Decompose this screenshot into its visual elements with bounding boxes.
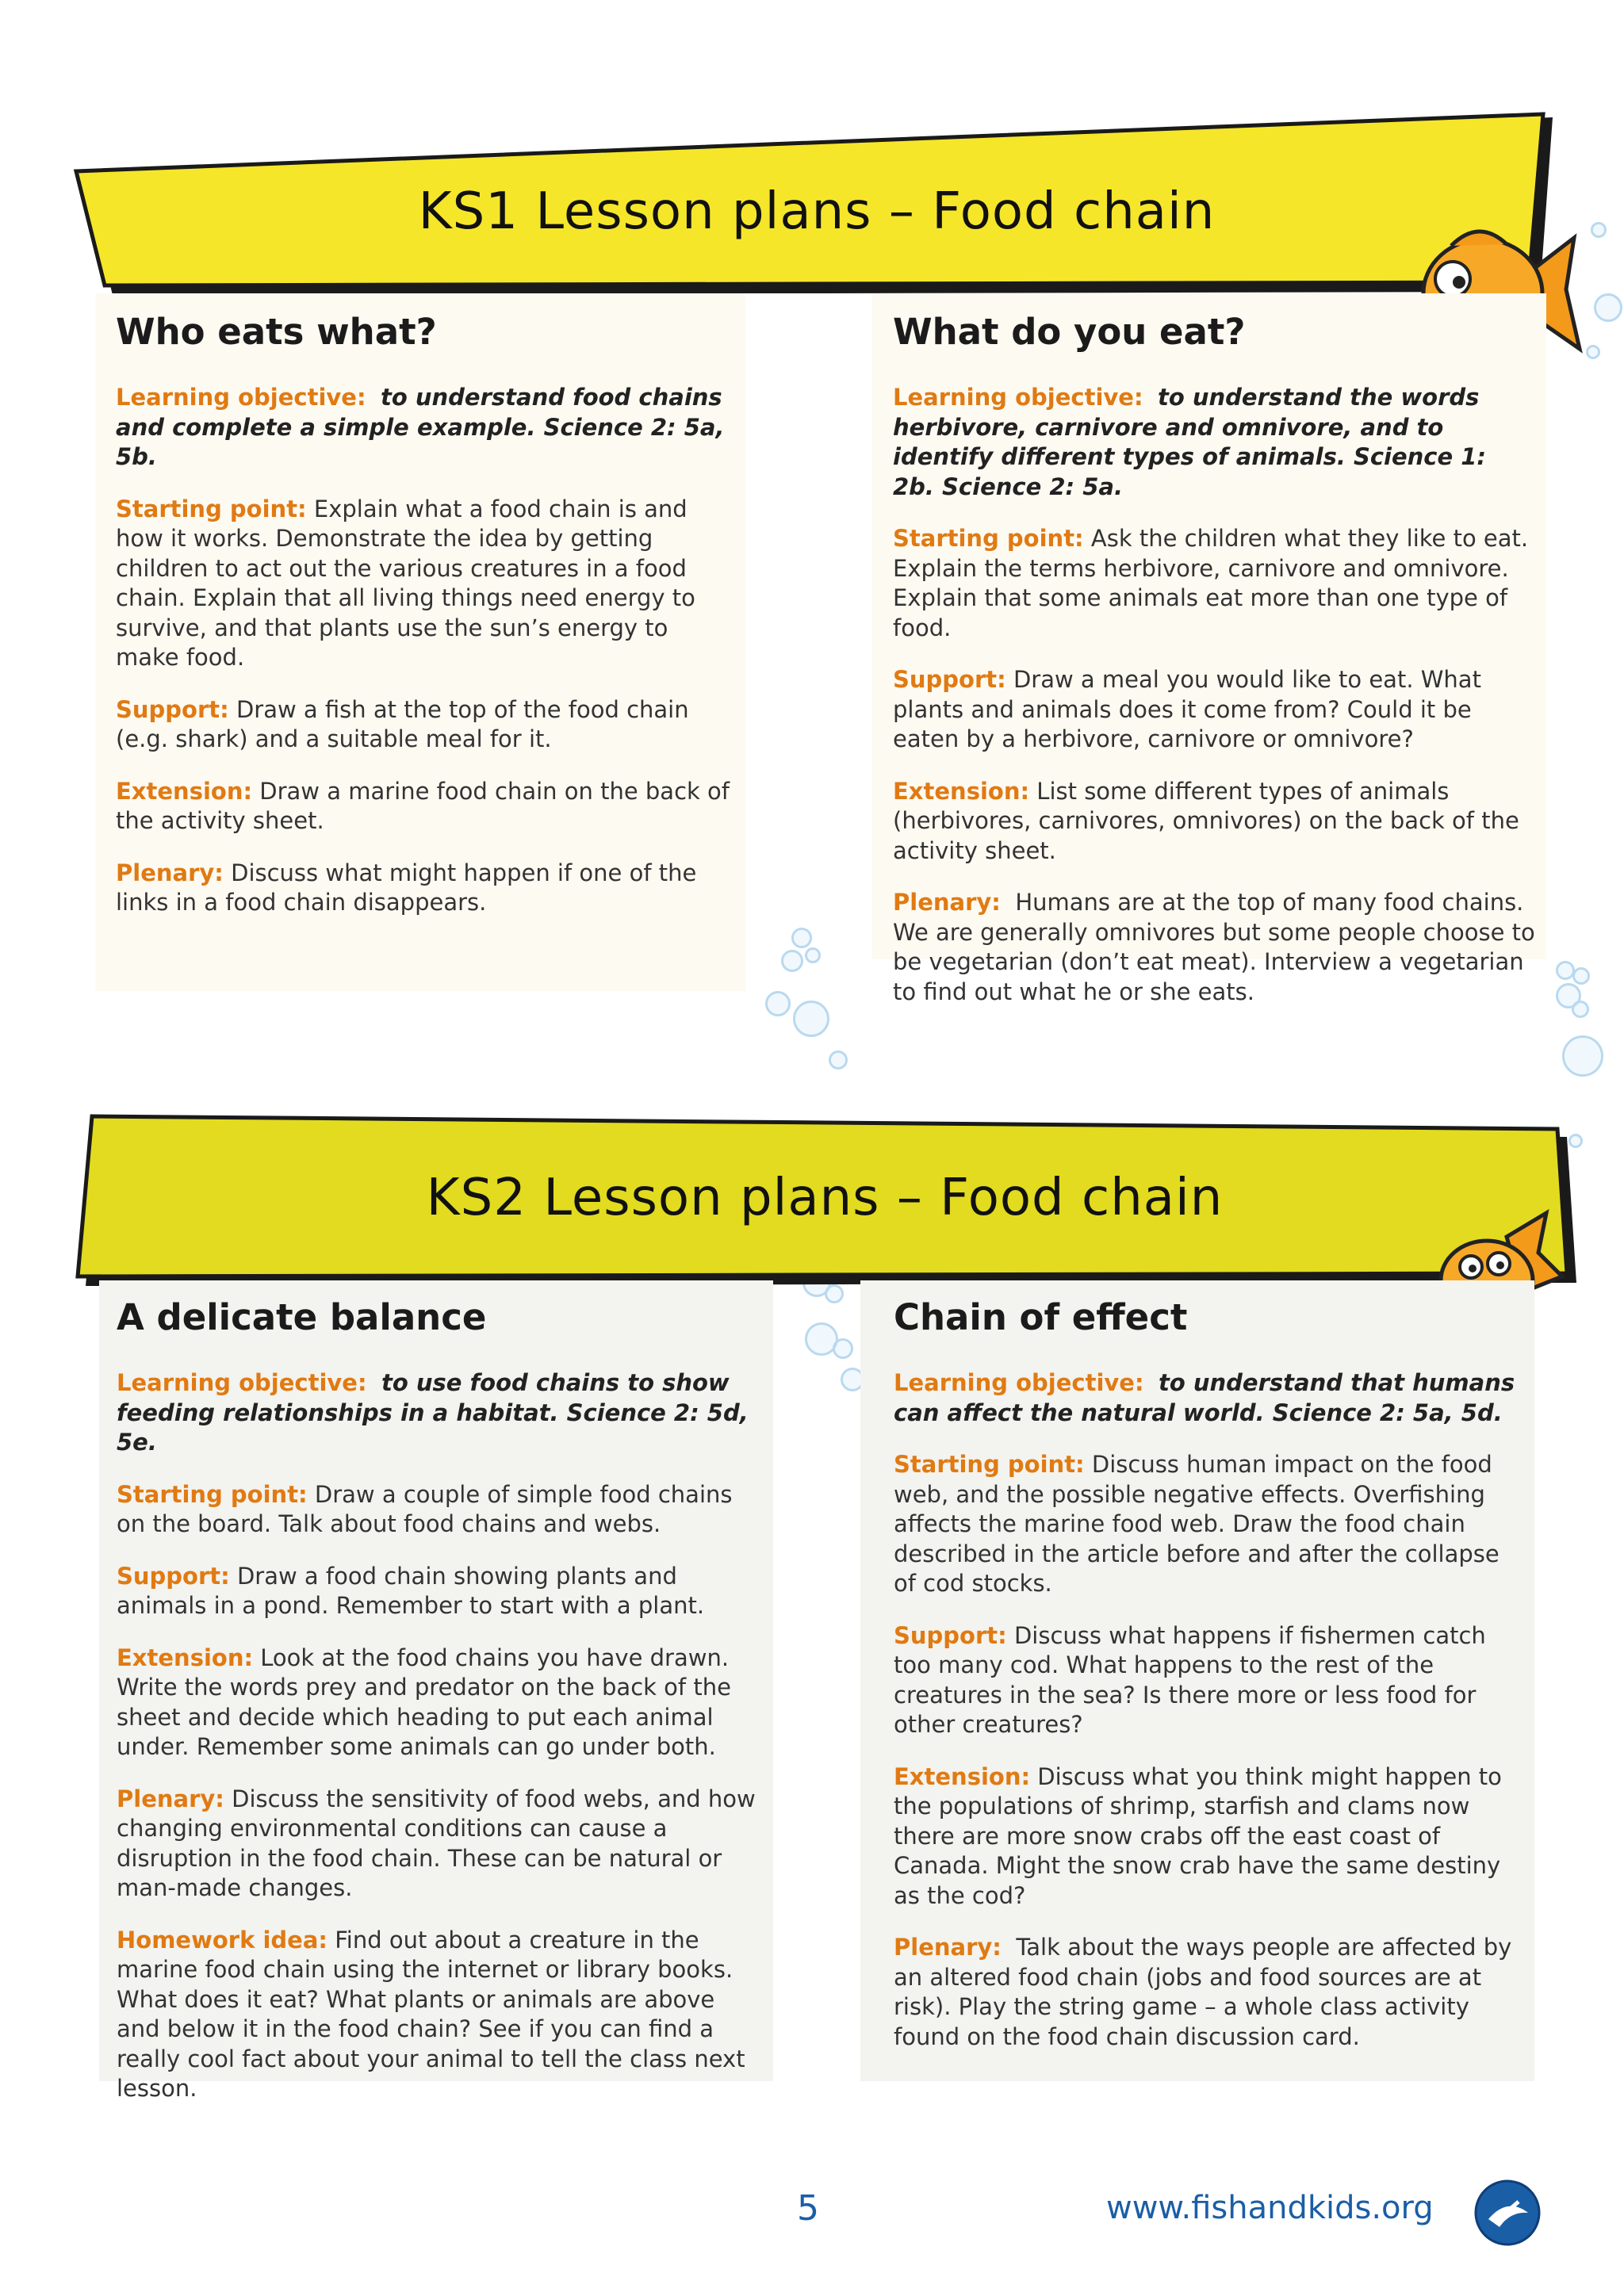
page-number: 5 [797, 2188, 819, 2229]
support [116, 695, 734, 755]
plenary-text: Talk about the ways people are affected by an altered food chain (jobs and food sources are at risk). Play the string game – a whole class activity found on the food chain discussion card. [894, 1934, 1512, 2050]
ks2-banner [63, 1110, 1586, 1292]
learning-objective [894, 1368, 1520, 1428]
homework-idea [117, 1926, 759, 2104]
extension-text: Discuss what you think might happen to the populations of shrimp, starfish and clams now there are more snow crabs off the east coast of Canada. Might the snow crab have the same destiny as the cod? [894, 1762, 1502, 1909]
plenary [116, 859, 734, 918]
support-text: Draw a food chain showing plants and animals in a pond. Remember to start with a plant. [117, 1562, 705, 1619]
starting-label: Starting point: [116, 495, 307, 522]
plenary-text: Humans are at the top of many food chains. We are generally omnivores but some people choose to be vegetarian (don’t eat meat). Interview a vegetarian to find out what he or she eats. [893, 889, 1535, 1005]
ks1-banner-title: KS1 Lesson plans – Food chain [418, 182, 1216, 241]
bubble-decoration [1572, 967, 1590, 985]
ks2-left-heading: A delicate balance [117, 1296, 487, 1338]
homework-text: Find out about a creature in the marine food chain using the internet or library books. What does it eat? What plants or animals are above and below it in the food chain? See if you can find a really cool fact about your animal to tell the class next lesson. [117, 1926, 745, 2102]
bubble-decoration [805, 947, 821, 963]
extension-label: Extension: [893, 777, 1030, 805]
starting-label: Starting point: [893, 525, 1084, 552]
plenary [893, 888, 1535, 1007]
plenary-label: Plenary: [116, 859, 224, 886]
bubble-decoration [791, 928, 812, 948]
plenary-label: Plenary: [893, 889, 1001, 916]
ks1-banner [63, 103, 1570, 293]
extension-text: Look at the food chains you have drawn. Write the words prey and predator on the back of the sheet and decide which heading to put each animal under. Remember some animals can go under both. [117, 1644, 731, 1760]
support-label: Support: [893, 666, 1006, 693]
bubble-decoration [1562, 1035, 1603, 1077]
objective-text: to use food chains to show feeding relationships in a habitat. Science 2: 5d, 5e. [117, 1369, 749, 1456]
plenary [894, 1933, 1520, 2052]
bubble-decoration [781, 950, 803, 972]
plenary-text: Discuss the sensitivity of food webs, and how changing environmental conditions can cause a disruption in the food chain. These can be natural or man-made changes. [117, 1785, 756, 1901]
support-text: Draw a fish at the top of the food chain (e.g. shark) and a suitable meal for it. [116, 695, 689, 752]
support-text: Draw a meal you would like to eat. What plants and animals does it come from? Could it be eaten by a herbivore, carnivore or omnivore? [893, 666, 1481, 752]
objective-label: Learning objective: [116, 384, 366, 411]
objective-text: to understand the words herbivore, carnivore and omnivore, and to identify different types of animals. Science 1: 2b. Science 2: 5a. [893, 384, 1487, 500]
ks2-banner-title: KS2 Lesson plans – Food chain [426, 1169, 1224, 1227]
ks2-right-heading: Chain of effect [894, 1296, 1188, 1338]
support [894, 1621, 1520, 1740]
extension [117, 1644, 759, 1762]
objective-label: Learning objective: [893, 384, 1143, 411]
bubble-decoration [833, 1338, 853, 1359]
learning-objective [117, 1368, 759, 1458]
starting-point [117, 1480, 759, 1540]
ks2-left-panel [99, 1280, 773, 2102]
plenary-label: Plenary: [894, 1934, 1002, 1961]
extension-text: Draw a marine food chain on the back of the activity sheet. [116, 777, 730, 834]
ks2-right-panel [860, 1280, 1534, 2081]
support [117, 1562, 759, 1621]
bubble-decoration [1572, 1001, 1589, 1018]
extension-label: Extension: [116, 777, 253, 805]
bubble-decoration [1586, 345, 1600, 359]
bubble-decoration [793, 1001, 829, 1037]
extension [893, 777, 1535, 867]
bubble-decoration [1591, 222, 1607, 238]
support-label: Support: [117, 1562, 230, 1590]
objective-label: Learning objective: [117, 1369, 367, 1396]
extension [116, 777, 734, 836]
extension [894, 1762, 1520, 1911]
starting-point [894, 1450, 1520, 1599]
ks1-right-panel [872, 293, 1546, 1005]
bubble-decoration [829, 1050, 848, 1070]
extension-label: Extension: [117, 1644, 254, 1671]
plenary-label: Plenary: [117, 1785, 224, 1812]
objective-label: Learning objective: [894, 1369, 1144, 1396]
learning-objective [893, 383, 1535, 502]
bubble-decoration [765, 991, 791, 1016]
starting-label: Starting point: [117, 1480, 308, 1508]
starting-text: Explain what a food chain is and how it works. Demonstrate the idea by getting children to act out the various creatures in a food chain. Explain that all living things need energy to survive, and that plants use the sun’s energy to make food. [116, 495, 695, 671]
plenary [117, 1785, 759, 1904]
starting-text: Ask the children what they like to eat. Explain the terms herbivore, carnivore and omnivore. Explain that some animals eat more than one type of food. [893, 525, 1529, 641]
extension-label: Extension: [894, 1762, 1031, 1790]
starting-text: Discuss human impact on the food web, and the possible negative effects. Overfishing affects the marine food web. Draw the food chain described in the article before and after the collapse of cod stocks. [894, 1451, 1500, 1597]
ks1-left-heading: Who eats what? [116, 311, 437, 353]
learning-objective [116, 383, 734, 473]
starting-text: Draw a couple of simple food chains on the board. Talk about food chains and webs. [117, 1480, 733, 1537]
support-label: Support: [894, 1621, 1007, 1649]
starting-label: Starting point: [894, 1451, 1085, 1478]
plenary-text: Discuss what might happen if one of the links in a food chain disappears. [116, 859, 697, 916]
msc-logo-icon [1471, 2176, 1544, 2249]
support [893, 665, 1535, 755]
support-text: Discuss what happens if fishermen catch too many cod. What happens to the rest of the creatures in the sea? Is there more or less food for other creatures? [894, 1621, 1486, 1738]
ks1-right-heading: What do you eat? [893, 311, 1246, 353]
objective-text: to understand that humans can affect the natural world. Science 2: 5a, 5d. [894, 1369, 1515, 1426]
bubble-decoration [1594, 293, 1622, 322]
starting-point [116, 495, 734, 673]
starting-point [893, 524, 1535, 643]
support-label: Support: [116, 695, 229, 723]
ks1-left-panel [95, 293, 745, 991]
website-link[interactable]: www.fishandkids.org [1106, 2190, 1434, 2226]
extension-text: List some different types of animals (herbivores, carnivores, omnivores) on the back of the activity sheet. [893, 777, 1519, 864]
objective-text: to understand food chains and complete a simple example. Science 2: 5a, 5b. [116, 384, 725, 470]
homework-label: Homework idea: [117, 1926, 328, 1954]
